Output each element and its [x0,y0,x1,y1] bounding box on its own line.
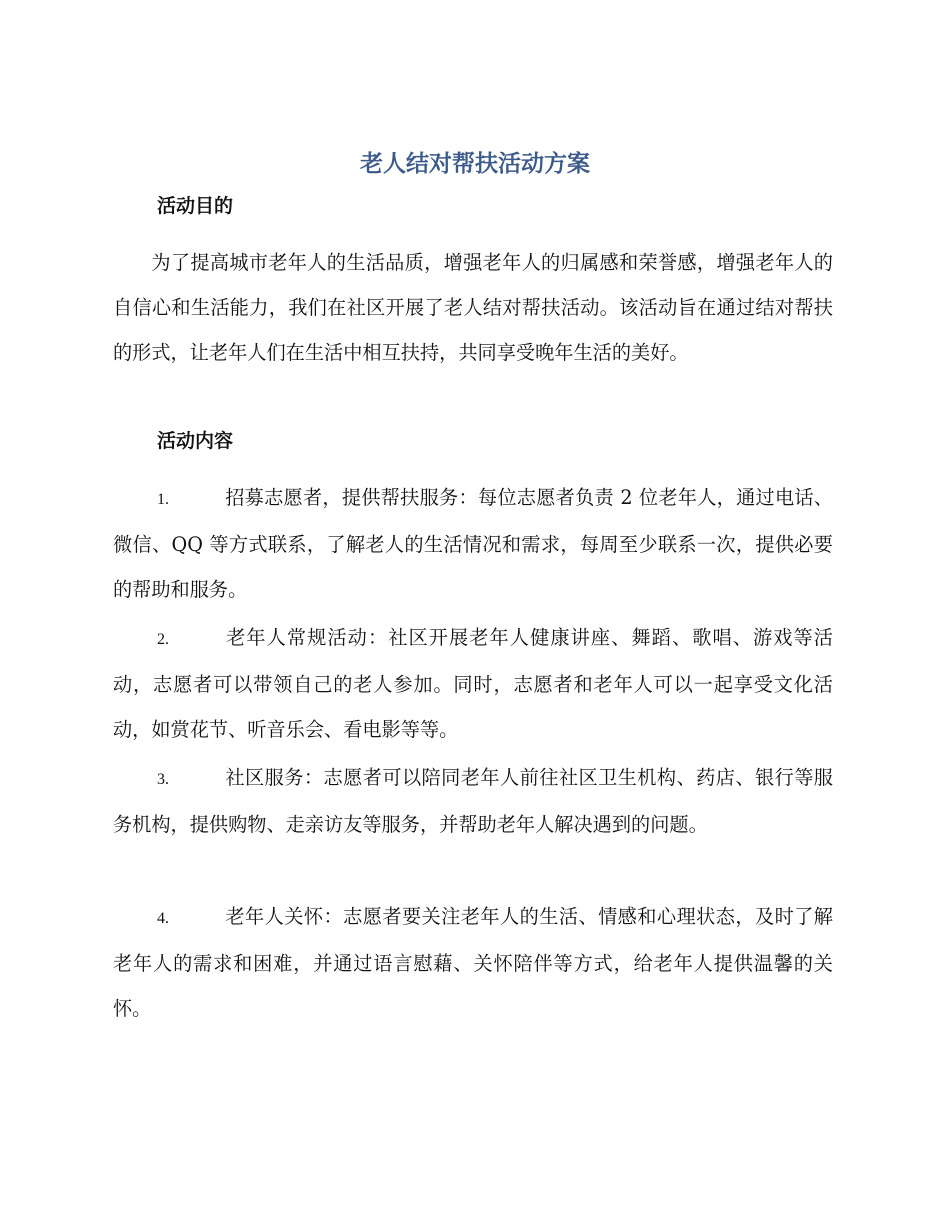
document-title: 老人结对帮扶活动方案 [360,151,590,177]
list-item-2 [113,615,833,752]
list-item-text: 老年人关怀：志愿者要关注老年人的生活、情感和心理状态，及时了解老年人的需求和困难，并通过语言慰藉、关怀陪伴等方式，给老年人提供温馨的关怀。 [113,905,833,1020]
section-heading-purpose: 活动目的 [157,195,234,217]
list-item-3 [113,755,833,847]
section-paragraph-purpose: 为了提高城市老年人的生活品质，增强老年人的归属感和荣誉感，增强老年人的自信心和生活能力，我们在社区开展了老人结对帮扶活动。该活动旨在通过结对帮扶的形式，让老年人们在生活中相互扶持，共同享受晚年生活的美好。 [113,251,833,364]
list-item-text: 社区服务：志愿者可以陪同老年人前往社区卫生机构、药店、银行等服务机构，提供购物、走亲访友等服务，并帮助老年人解决遇到的问题。 [113,766,833,836]
list-item-number: 3. [157,771,169,788]
list-item-text: 老年人常规活动：社区开展老年人健康讲座、舞蹈、歌唱、游戏等活动，志愿者可以带领自己的老人参加。同时，志愿者和老年人可以一起享受文化活动，如赏花节、听音乐会、看电影等等。 [113,626,833,741]
section-heading-content: 活动内容 [157,430,234,452]
list-item-text: 招募志愿者，提供帮扶服务：每位志愿者负责 2 位老年人，通过电话、微信、QQ 等方式联系，了解老人的生活情况和需求，每周至少联系一次，提供必要的帮助和服务。 [113,486,833,601]
list-item-1 [113,475,833,612]
list-item-number: 1. [157,491,169,508]
list-item-4 [113,894,833,1031]
list-item-number: 4. [157,910,169,927]
list-item-number: 2. [157,631,169,648]
